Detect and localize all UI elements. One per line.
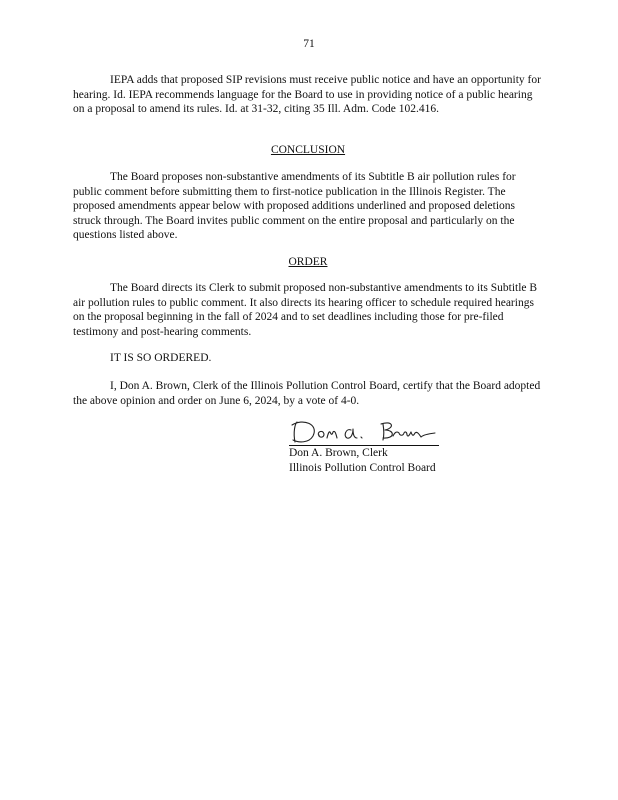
signer-name: Don A. Brown, Clerk bbox=[289, 447, 388, 459]
order-paragraph: The Board directs its Clerk to submit proposed non-substantive amendments to its Subtitle B air pollution rules to public comment. It also directs its hearing officer to schedule required hearings on the proposal beginning in the fall of 2024 and to set deadlines including those for pre-filed testimony and post-hearing comments. bbox=[73, 282, 538, 338]
signature-block bbox=[289, 416, 489, 475]
order-heading: ORDER bbox=[288, 256, 328, 268]
signer-organization: Illinois Pollution Control Board bbox=[289, 461, 436, 474]
certification-container bbox=[73, 379, 543, 408]
conclusion-paragraph: The Board proposes non-substantive amendments of its Subtitle B air pollution rules for public comment before submitting them to first-notice publication in the Illinois Register. The proposed amendments appear below with proposed additions underlined and proposed deletions struck through. The Board invites public comment on the entire proposal and particularly on the questions listed above. bbox=[73, 171, 516, 242]
iepa-paragraph: IEPA adds that proposed SIP revisions must receive public notice and have an opportunity for hearing. Id. IEPA recommends language for the Board to use in providing notice of a public hearing on a proposal to amend its rules. Id. at 31-32, citing 35 Ill. Adm. Code 102.416. bbox=[73, 74, 541, 116]
certification-paragraph: I, Don A. Brown, Clerk of the Illinois Pollution Control Board, certify that the Board adopted the above opinion and order on June 6, 2024, by a vote of 4-0. bbox=[73, 380, 541, 407]
conclusion-paragraph-container bbox=[73, 170, 543, 243]
so-ordered-container bbox=[73, 351, 543, 366]
so-ordered-statement: IT IS SO ORDERED. bbox=[110, 352, 212, 364]
page-number: 71 bbox=[303, 38, 315, 50]
handwritten-signature bbox=[289, 416, 441, 446]
order-paragraph-container bbox=[73, 281, 543, 339]
iepa-paragraph-container bbox=[73, 73, 543, 117]
conclusion-heading: CONCLUSION bbox=[270, 144, 346, 156]
